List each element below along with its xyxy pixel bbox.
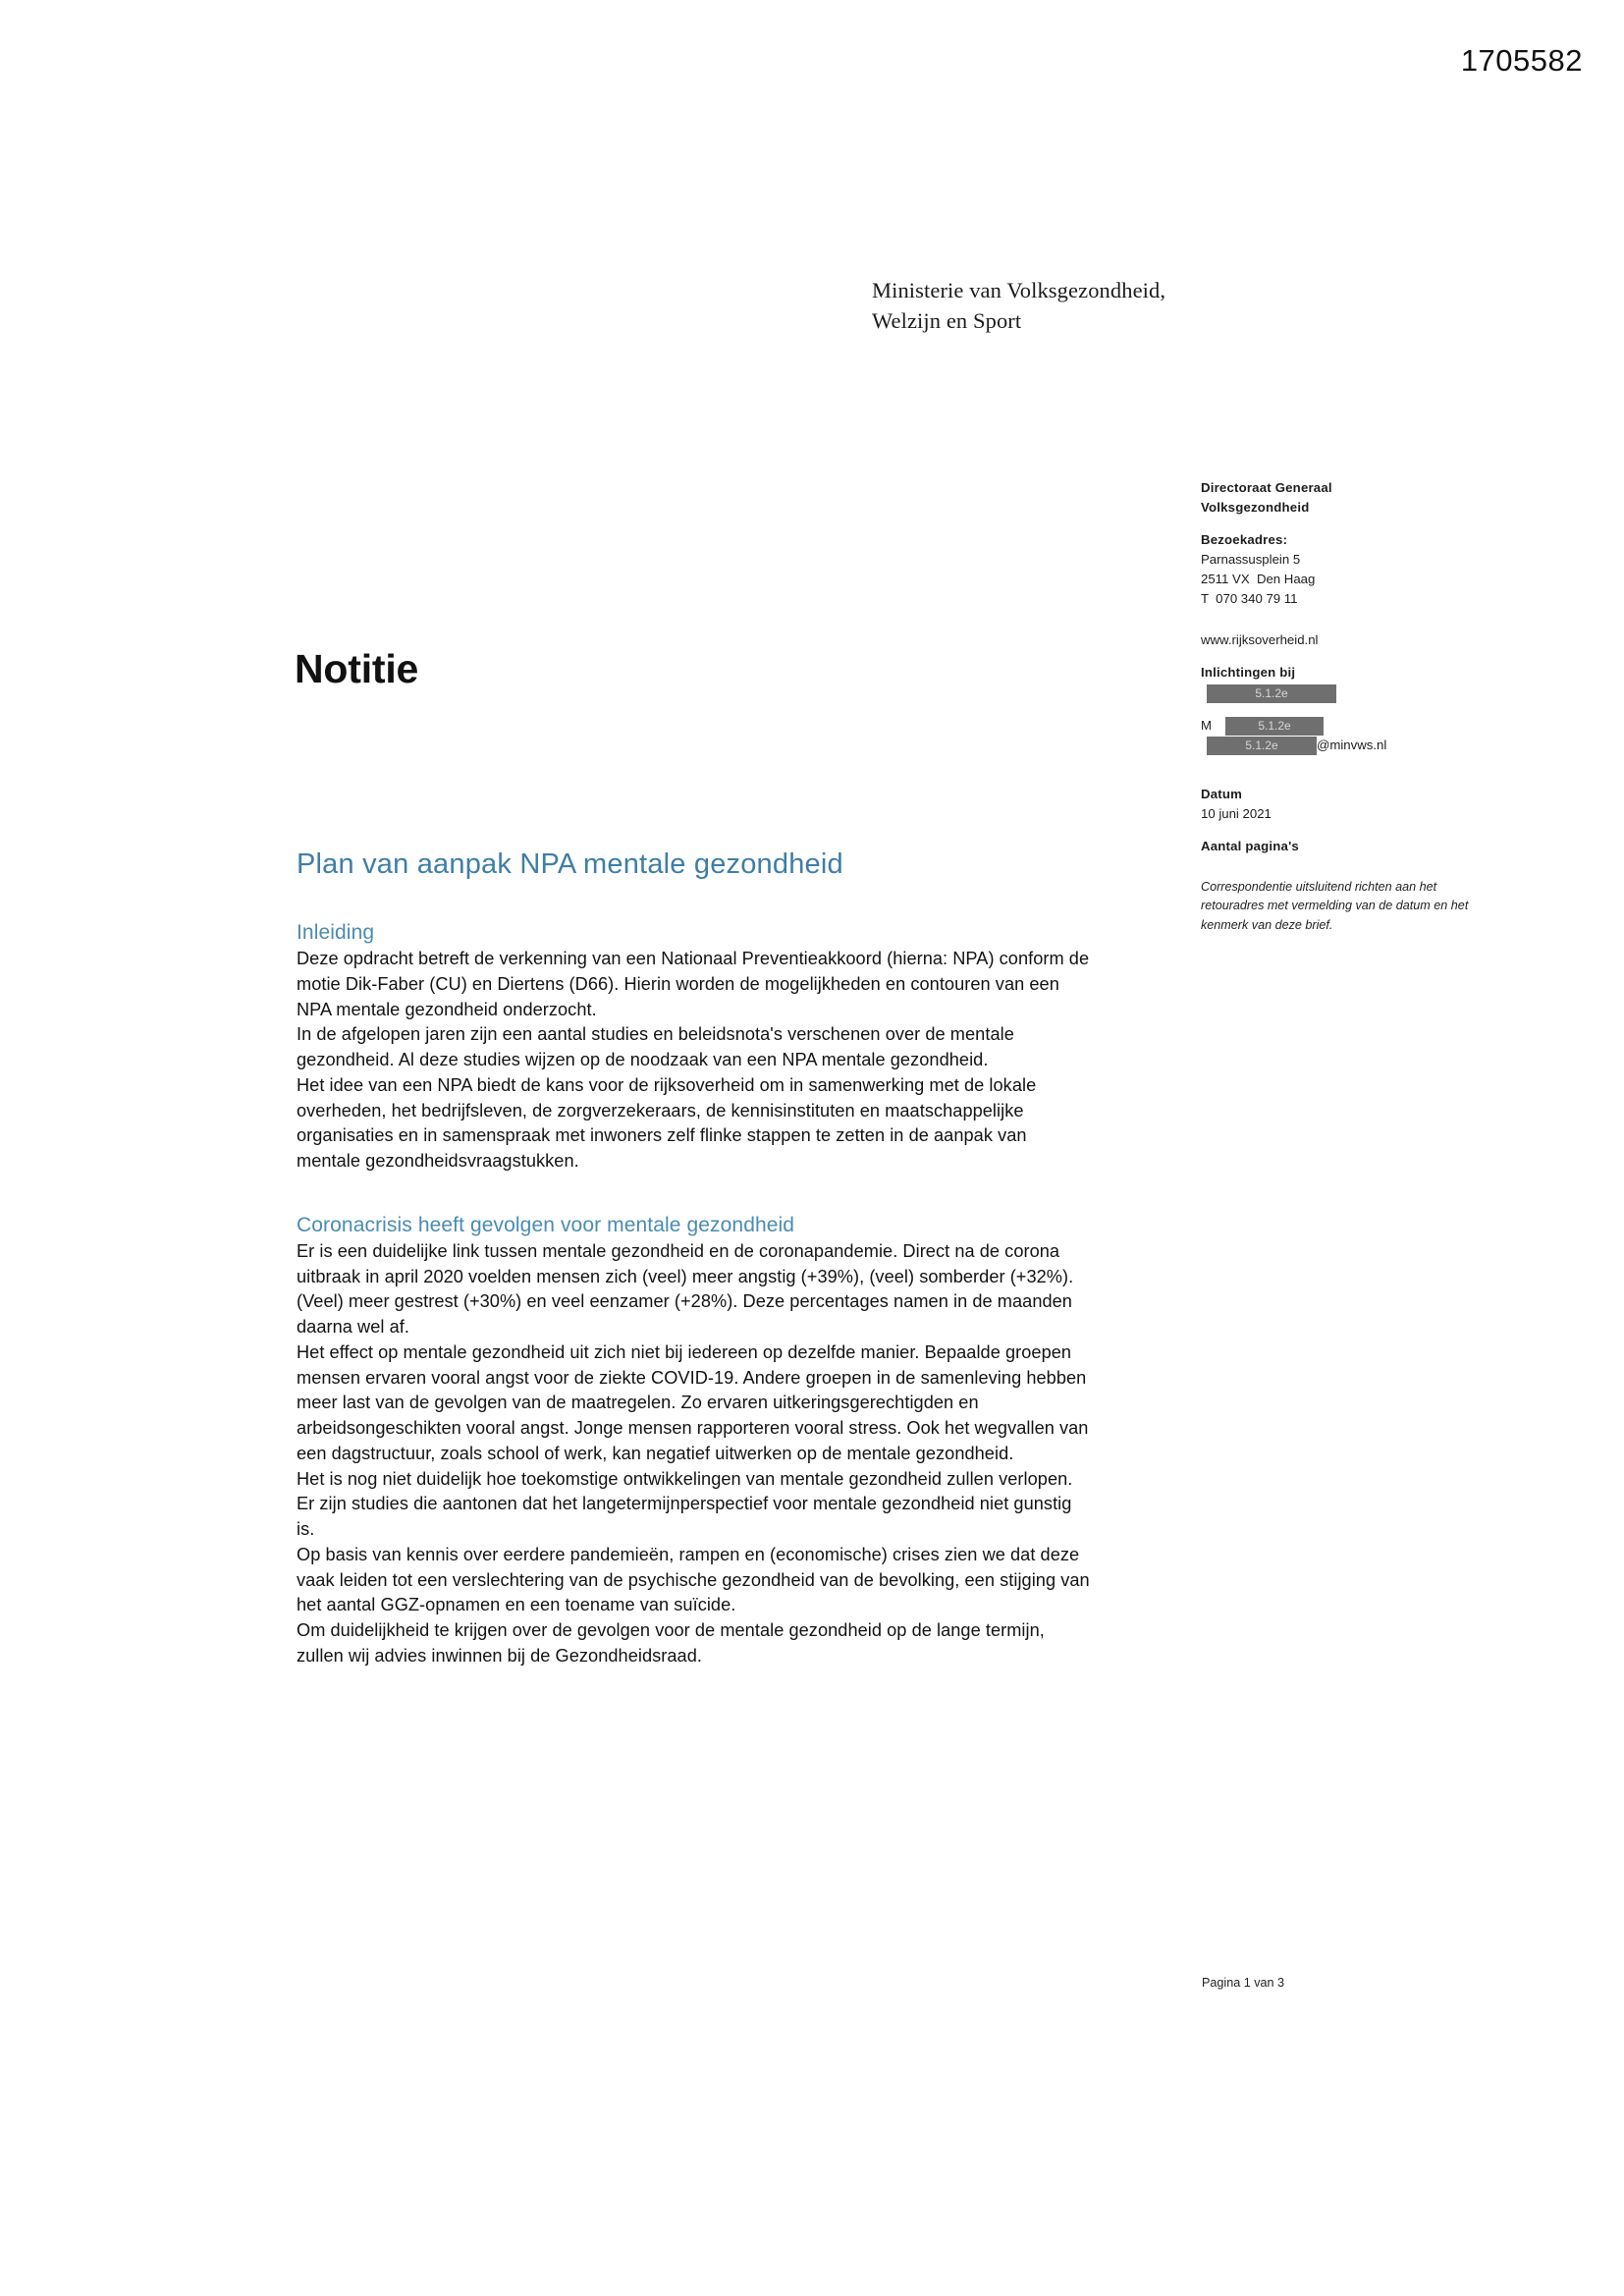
redacted-name-row (1201, 683, 1486, 703)
section-heading-coronacrisis: Coronacrisis heeft gevolgen voor mentale gezondheid (297, 1213, 795, 1236)
address-line-1: Parnassusplein 5 (1201, 552, 1301, 568)
paragraph: Het effect op mentale gezondheid uit zich niet bij iedereen op dezelfde manier. Bepaalde groepen mensen ervaren vooral angst voor de ziekte COVID-19. Andere groepen in de samenleving hebben meer last van de gevolgen van de maatregelen. Zo ervaren uitkeringsgerechtigden en arbeidsongeschikten vooral angst. Jonge mensen rapporteren vooral stress. Ook het wegvallen van een dagstructuur, zoals school of werk, kan negatief uitwerken op de mentale gezondheid. (297, 1341, 1089, 1463)
redaction-box-email: 5.1.2e (1207, 737, 1317, 755)
contact-label: Inlichtingen bij (1201, 665, 1296, 681)
page-footer: Pagina 1 van 3 (1202, 1976, 1285, 1990)
date-label: Datum (1201, 786, 1243, 801)
section-heading-inleiding: Inleiding (297, 921, 375, 944)
email-domain: @minvws.nl (1317, 737, 1387, 752)
ministry-line-1: Ministerie van Volksgezondheid, (872, 278, 1166, 302)
paragraph: Het is nog niet duidelijk hoe toekomstige ontwikkelingen van mentale gezondheid zullen verlopen. Er zijn studies die aantonen dat het langetermijnperspectief voor mentale gezondheid niet gunstig is. (297, 1468, 1073, 1539)
paragraph: Om duidelijkheid te krijgen over de gevolgen voor de mentale gezondheid op de lange termijn, zullen wij advies inwinnen bij de Gezondheidsraad. (297, 1620, 1045, 1666)
pages-label: Aantal pagina's (1201, 838, 1299, 853)
page-title: Plan van aanpak NPA mentale gezondheid (297, 848, 843, 880)
date-value: 10 juni 2021 (1201, 805, 1272, 821)
paragraph: Er is een duidelijke link tussen mentale gezondheid en de coronapandemie. Direct na de corona uitbraak in april 2020 voelden mensen zich (veel) meer angstig (+39%), (veel) somberder (+32%). (Veel) meer gestrest (+30%) en veel eenzamer (+28%). Deze percentages namen in de maanden daarna wel af. (297, 1240, 1074, 1337)
department-line-2: Volksgezondheid (1201, 500, 1310, 516)
paragraph: Op basis van kennis over eerdere pandemieën, rampen en (economische) crises zien we dat deze vaak leiden tot een verslechtering van de psychische gezondheid van de bevolking, een stijging van het aantal GGZ-opnamen en een toename van suïcide. (297, 1544, 1090, 1615)
paragraph: Het idee van een NPA biedt de kans voor de rijksoverheid om in samenwerking met de lokale overheden, het bedrijfsleven, de zorgverzekeraars, de kennisinstituten en maatschappelijke organisaties en in samenspraak met inwoners zelf flinke stappen te zetten in de aanpak van mentale gezondheidsvraagstukken. (297, 1074, 1037, 1171)
notitie-label: Notitie (295, 646, 419, 691)
paragraph: Deze opdracht betreft de verkenning van een Nationaal Preventieakkoord (hierna: NPA) conform de motie Dik-Faber (CU) en Diertens (D66). Hierin worden de mogelijkheden en contouren van een NPA mentale gezondheid onderzocht. (297, 949, 1090, 1019)
redaction-box-name: 5.1.2e (1207, 684, 1336, 703)
mobile-row (1201, 716, 1486, 736)
main-body (297, 921, 1092, 1669)
redaction-box-mobile: 5.1.2e (1225, 717, 1324, 736)
scan-number: 1705582 (1460, 43, 1583, 78)
website-link[interactable]: www.rijksoverheid.nl (1201, 632, 1319, 648)
paragraph: In de afgelopen jaren zijn een aantal studies en beleidsnota's verschenen over de mentale gezondheid. Al deze studies wijzen op de noodzaak van een NPA mentale gezondheid. (297, 1024, 1014, 1069)
department-line-1: Directoraat Generaal (1201, 480, 1332, 495)
ministry-line-2: Welzijn en Sport (872, 308, 1022, 334)
meta-sidebar (1201, 478, 1486, 935)
mobile-prefix: M (1201, 717, 1212, 733)
correspondence-note: Correspondentie uitsluitend richten aan het retouradres met vermelding van de datum en het kenmerk van deze brief. (1201, 879, 1469, 932)
ministry-logo-block (872, 275, 1165, 336)
email-row (1201, 736, 1486, 755)
address-line-3: T 070 340 79 11 (1201, 591, 1298, 607)
address-line-2: 2511 VX Den Haag (1201, 572, 1316, 587)
address-label: Bezoekadres: (1201, 532, 1288, 548)
